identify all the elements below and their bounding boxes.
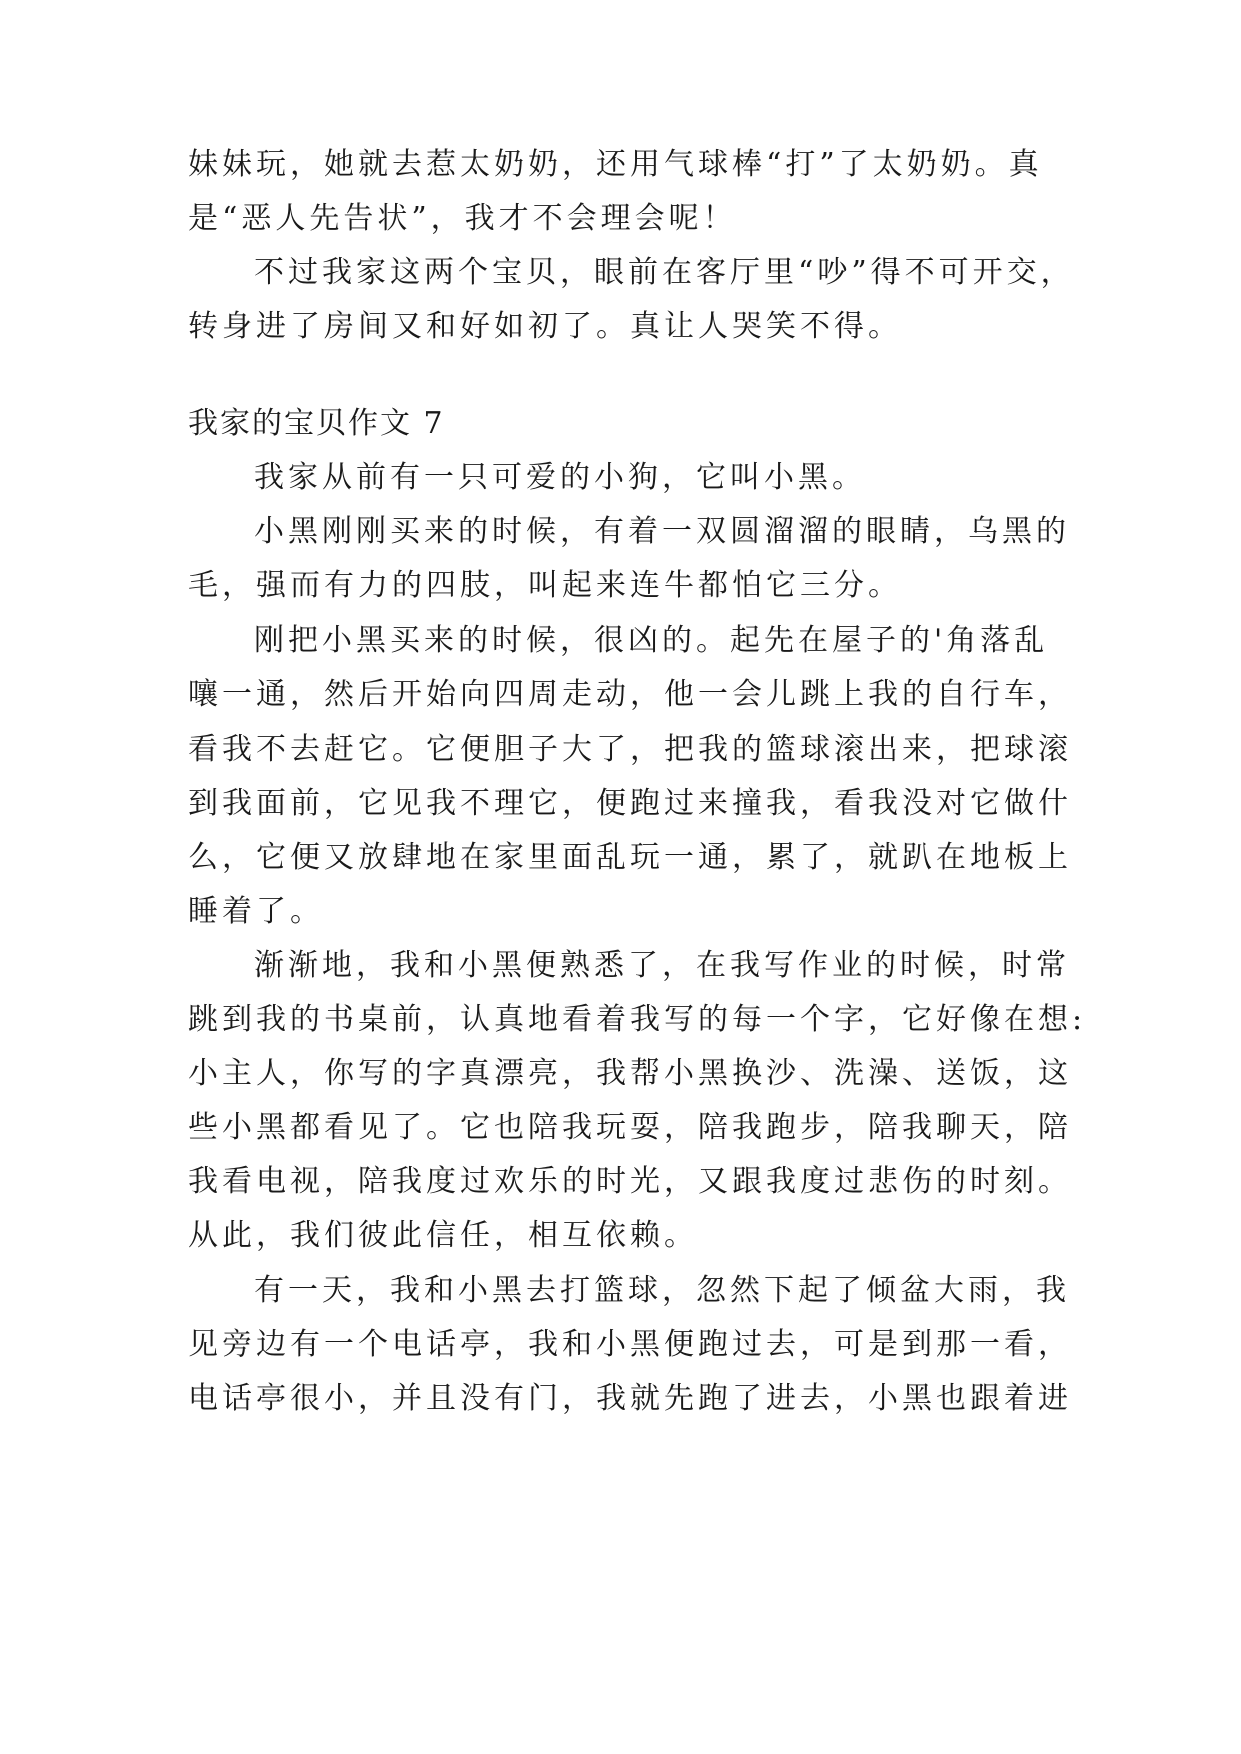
paragraph-line: 到我面前，它见我不理它，便跑过来撞我，看我没对它做什 [188,786,1072,821]
paragraph-line: 不过我家这两个宝贝，眼前在客厅里“吵”得不可开交， [254,255,1075,290]
paragraph-line: 刚把小黑买来的时候，很凶的。起先在屋子的'角落乱 [254,623,1049,658]
paragraph-line: 小黑刚刚买来的时候，有着一双圆溜溜的眼睛，乌黑的 [254,514,1070,549]
paragraph-line: 转身进了房间又和好如初了。真让人哭笑不得。 [188,309,902,344]
paragraph-line: 些小黑都看见了。它也陪我玩耍，陪我跑步，陪我聊天，陪 [188,1110,1072,1145]
paragraph-line: 睡着了。 [188,894,324,929]
paragraph-line: 看我不去赶它。它便胆子大了，把我的篮球滚出来，把球滚 [188,732,1072,767]
paragraph-line: 从此，我们彼此信任，相互依赖。 [188,1218,698,1253]
paragraph-line: 有一天，我和小黑去打篮球，忽然下起了倾盆大雨，我 [254,1273,1070,1308]
paragraph-line: 小主人，你写的字真漂亮，我帮小黑换沙、洗澡、送饭，这 [188,1056,1072,1091]
paragraph-line: 么，它便又放肆地在家里面乱玩一通，累了，就趴在地板上 [188,840,1072,875]
paragraph-line: 妹妹玩，她就去惹太奶奶，还用气球棒“打”了太奶奶。真 [188,147,1043,182]
section-title: 我家的宝贝作文 7 [188,406,445,441]
paragraph-line: 渐渐地，我和小黑便熟悉了，在我写作业的时候，时常 [254,948,1070,983]
paragraph-line: 毛，强而有力的四肢，叫起来连牛都怕它三分。 [188,568,902,603]
paragraph-line: 见旁边有一个电话亭，我和小黑便跑过去，可是到那一看， [188,1327,1072,1362]
paragraph-line: 我家从前有一只可爱的小狗，它叫小黑。 [254,460,866,495]
paragraph-line: 跳到我的书桌前，认真地看着我写的每一个字，它好像在想: [188,1002,1087,1037]
paragraph-line: 嚷一通，然后开始向四周走动，他一会儿跳上我的自行车， [188,677,1072,712]
paragraph-line: 电话亭很小，并且没有门，我就先跑了进去，小黑也跟着进 [188,1381,1072,1416]
paragraph-line: 是“恶人先告状”，我才不会理会呢！ [188,201,737,236]
paragraph-line: 我看电视，陪我度过欢乐的时光，又跟我度过悲伤的时刻。 [188,1164,1072,1199]
